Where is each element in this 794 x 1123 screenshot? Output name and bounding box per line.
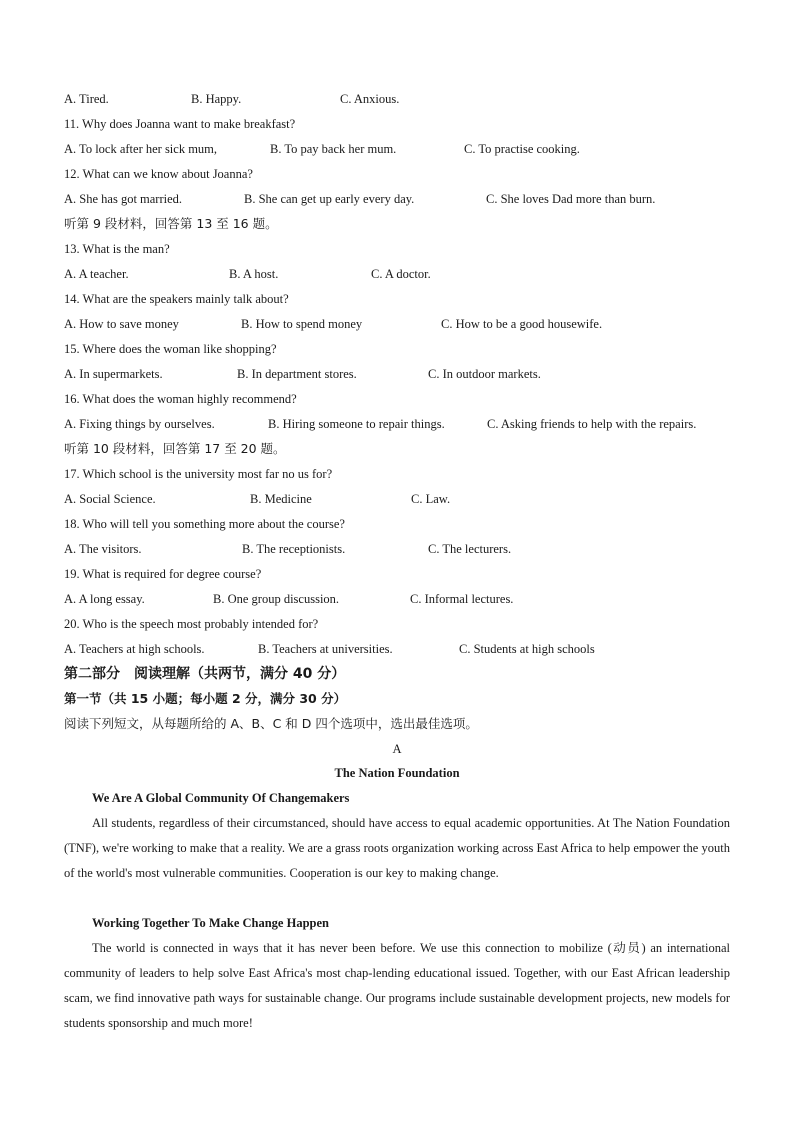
option-a: A. The visitors.	[64, 542, 142, 556]
option-b: B. To pay back her mum.	[270, 142, 397, 156]
question-stem: 13. What is the man?	[64, 242, 170, 256]
option-c: C. To practise cooking.	[464, 142, 580, 156]
question-stem: 19. What is required for degree course?	[64, 567, 262, 581]
option-c: C. Students at high schools	[459, 642, 595, 656]
option-a: A. Fixing things by ourselves.	[64, 417, 215, 431]
option-a: A. A long essay.	[64, 592, 145, 606]
option-c: C. Law.	[411, 492, 451, 506]
passage-paragraph-2: The world is connected in ways that it has never been before. We use this connection to mobilize (动员) an international community of leaders to help solve East Africa's most chap-lending educational issued. Together, with our East African leadership scam, we find innovative path ways for sustainable change. Our programs include sustainable development projects, new models for students sponsorship and much more!	[64, 941, 730, 1030]
option-b: B. How to spend money	[241, 317, 363, 331]
option-c: C. Anxious.	[340, 92, 400, 106]
option-b: B. Happy.	[191, 92, 242, 106]
option-b: B. Teachers at universities.	[258, 642, 393, 656]
part-title: 第二部分 阅读理解（共两节，满分 40 分）	[64, 666, 346, 682]
question-stem: 17. Which school is the university most far no us for?	[64, 467, 333, 481]
option-c: C. The lecturers.	[428, 542, 512, 556]
option-a: A. How to save money	[64, 317, 179, 331]
passage-paragraph-1: All students, regardless of their circumstanced, should have access to equal academic opportunities. At The Nation Foundation (TNF), we're working to make that a reality. We are a grass roots organization working across East Africa to help empower the youth of the world's most vulnerable communities. Cooperation is our key to making change.	[64, 816, 730, 880]
option-c: C. Asking friends to help with the repairs.	[487, 417, 697, 431]
passage-heading-2: Working Together To Make Change Happen	[92, 916, 329, 930]
question-stem: 12. What can we know about Joanna?	[64, 167, 253, 181]
option-a: A. To lock after her sick mum,	[64, 142, 218, 156]
question-stem: 15. Where does the woman like shopping?	[64, 342, 277, 356]
section-instruction: 听第 10 段材料，回答第 17 至 20 题。	[64, 441, 286, 456]
option-b: B. Hiring someone to repair things.	[268, 417, 445, 431]
passage-title: The Nation Foundation	[334, 766, 460, 780]
option-c: C. Informal lectures.	[410, 592, 514, 606]
option-b: B. In department stores.	[237, 367, 357, 381]
question-stem: 16. What does the woman highly recommend?	[64, 392, 297, 406]
option-a: A. Teachers at high schools.	[64, 642, 205, 656]
option-a: A. A teacher.	[64, 267, 129, 281]
question-stem: 11. Why does Joanna want to make breakfast?	[64, 117, 296, 131]
option-a: A. She has got married.	[64, 192, 183, 206]
option-c: C. A doctor.	[371, 267, 431, 281]
option-b: B. Medicine	[250, 492, 312, 506]
option-c: C. She loves Dad more than burn.	[486, 192, 656, 206]
option-a: A. Social Science.	[64, 492, 156, 506]
question-stem: 18. Who will tell you something more about the course?	[64, 517, 345, 531]
option-c: C. How to be a good housewife.	[441, 317, 603, 331]
option-b: B. One group discussion.	[213, 592, 340, 606]
passage-letter: A	[392, 742, 402, 756]
option-b: B. A host.	[229, 267, 279, 281]
question-stem: 20. Who is the speech most probably intended for?	[64, 617, 319, 631]
option-a: A. Tired.	[64, 92, 109, 106]
option-b: B. She can get up early every day.	[244, 192, 415, 206]
reading-instruction: 阅读下列短文，从每题所给的 A、B、C 和 D 四个选项中，选出最佳选项。	[64, 716, 478, 731]
passage-heading-1: We Are A Global Community Of Changemakers	[92, 791, 350, 805]
option-c: C. In outdoor markets.	[428, 367, 541, 381]
section-instruction: 听第 9 段材料，回答第 13 至 16 题。	[64, 216, 278, 231]
section-title: 第一节（共 15 小题；每小题 2 分，满分 30 分）	[64, 691, 347, 706]
question-stem: 14. What are the speakers mainly talk about?	[64, 292, 289, 306]
option-b: B. The receptionists.	[242, 542, 346, 556]
option-a: A. In supermarkets.	[64, 367, 163, 381]
